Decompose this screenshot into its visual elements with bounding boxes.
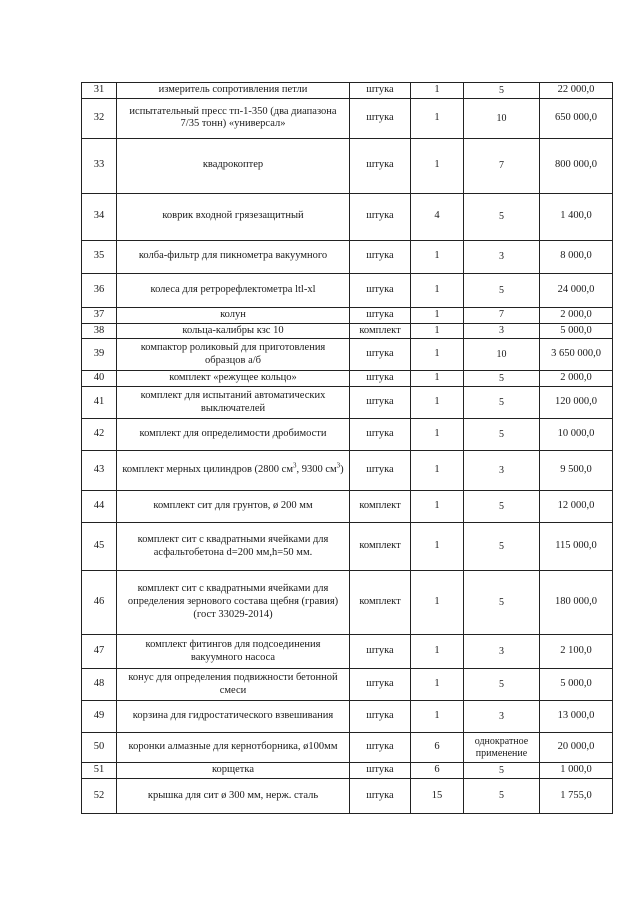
item-quantity: 1	[411, 523, 464, 571]
item-quantity: 4	[411, 193, 464, 240]
row-number: 41	[82, 387, 117, 419]
row-number: 36	[82, 273, 117, 307]
item-name: крышка для сит ø 300 мм, нерж. сталь	[117, 778, 350, 813]
item-price: 22 000,0	[540, 83, 613, 99]
item-unit: штука	[350, 138, 411, 193]
item-service-life: 7	[464, 138, 540, 193]
item-service-life: 5	[464, 669, 540, 701]
row-number: 40	[82, 371, 117, 387]
item-name: комплект для испытаний автоматических выключателей	[117, 387, 350, 419]
item-price: 1 000,0	[540, 763, 613, 779]
item-name: комплект фитингов для подсоединения вакуумного насоса	[117, 635, 350, 669]
item-service-life: 3	[464, 701, 540, 733]
items-table-body	[82, 83, 613, 814]
item-service-life: 5	[464, 273, 540, 307]
item-price: 800 000,0	[540, 138, 613, 193]
item-name: комплект сит с квадратными ячейками для асфальтобетона d=200 мм,h=50 мм.	[117, 523, 350, 571]
item-unit: штука	[350, 98, 411, 138]
row-number: 48	[82, 669, 117, 701]
item-service-life: 5	[464, 491, 540, 523]
item-quantity: 15	[411, 778, 464, 813]
item-unit: комплект	[350, 323, 411, 339]
table-row	[82, 778, 613, 813]
row-number: 38	[82, 323, 117, 339]
table-row	[82, 98, 613, 138]
item-service-life: 5	[464, 778, 540, 813]
item-unit: штука	[350, 419, 411, 451]
table-row	[82, 323, 613, 339]
item-price: 2 000,0	[540, 371, 613, 387]
table-row	[82, 307, 613, 323]
item-service-life: 5	[464, 193, 540, 240]
item-quantity: 1	[411, 98, 464, 138]
table-row	[82, 387, 613, 419]
item-name: корзина для гидростатического взвешивания	[117, 701, 350, 733]
item-service-life: 5	[464, 83, 540, 99]
item-unit: штука	[350, 733, 411, 763]
item-name: компактор роликовый для приготовления образцов а/б	[117, 339, 350, 371]
item-name-part: )	[340, 464, 344, 476]
table-row	[82, 138, 613, 193]
table-row	[82, 763, 613, 779]
item-price: 2 100,0	[540, 635, 613, 669]
table-row	[82, 491, 613, 523]
item-service-life: 3	[464, 635, 540, 669]
item-service-life: 10	[464, 98, 540, 138]
item-name: комплект «режущее кольцо»	[117, 371, 350, 387]
superscript: 3	[336, 461, 341, 470]
row-number: 31	[82, 83, 117, 99]
row-number: 35	[82, 240, 117, 273]
item-price: 12 000,0	[540, 491, 613, 523]
item-quantity: 1	[411, 138, 464, 193]
row-number: 37	[82, 307, 117, 323]
item-unit: комплект	[350, 491, 411, 523]
row-number: 34	[82, 193, 117, 240]
item-name: кольца-калибры кзс 10	[117, 323, 350, 339]
item-name: колеса для ретрорефлектометра ltl-xl	[117, 273, 350, 307]
item-unit: штука	[350, 83, 411, 99]
item-quantity: 6	[411, 733, 464, 763]
item-price: 13 000,0	[540, 701, 613, 733]
item-quantity: 1	[411, 419, 464, 451]
table-row	[82, 240, 613, 273]
row-number: 33	[82, 138, 117, 193]
item-price: 8 000,0	[540, 240, 613, 273]
row-number: 47	[82, 635, 117, 669]
item-price: 9 500,0	[540, 451, 613, 491]
item-unit: комплект	[350, 523, 411, 571]
item-name: испытательный пресс тп-1-350 (два диапазона 7/35 тонн) «универсал»	[117, 98, 350, 138]
superscript: 3	[292, 461, 297, 470]
item-service-life: 7	[464, 307, 540, 323]
item-service-life: 5	[464, 763, 540, 779]
item-name: комплект для определимости дробимости	[117, 419, 350, 451]
table-row	[82, 571, 613, 635]
item-name: корщетка	[117, 763, 350, 779]
item-service-life: 10	[464, 339, 540, 371]
table-row	[82, 83, 613, 99]
item-quantity: 1	[411, 323, 464, 339]
item-quantity: 1	[411, 571, 464, 635]
item-service-life: 5	[464, 571, 540, 635]
item-name: квадрокоптер	[117, 138, 350, 193]
row-number: 45	[82, 523, 117, 571]
row-number: 43	[82, 451, 117, 491]
item-quantity: 1	[411, 387, 464, 419]
table-row	[82, 701, 613, 733]
item-quantity: 1	[411, 83, 464, 99]
table-row	[82, 635, 613, 669]
row-number: 51	[82, 763, 117, 779]
row-number: 42	[82, 419, 117, 451]
item-unit: штука	[350, 701, 411, 733]
item-quantity: 1	[411, 635, 464, 669]
table-row	[82, 669, 613, 701]
row-number: 44	[82, 491, 117, 523]
table-row	[82, 339, 613, 371]
item-unit: штука	[350, 307, 411, 323]
item-name: конус для определения подвижности бетонной смеси	[117, 669, 350, 701]
item-unit: штука	[350, 371, 411, 387]
item-price: 1 755,0	[540, 778, 613, 813]
item-unit: штука	[350, 339, 411, 371]
item-name	[117, 451, 350, 491]
item-name: комплект сит с квадратными ячейками для определения зернового состава щебня (гравия) (гост 33029-2014)	[117, 571, 350, 635]
item-unit: штука	[350, 451, 411, 491]
item-service-life: 5	[464, 523, 540, 571]
item-service-life: 3	[464, 451, 540, 491]
item-unit: штука	[350, 240, 411, 273]
item-name: комплект сит для грунтов, ø 200 мм	[117, 491, 350, 523]
item-name: колба-фильтр для пикнометра вакуумного	[117, 240, 350, 273]
item-quantity: 1	[411, 701, 464, 733]
item-quantity: 6	[411, 763, 464, 779]
item-name: колун	[117, 307, 350, 323]
table-row	[82, 371, 613, 387]
row-number: 32	[82, 98, 117, 138]
item-quantity: 1	[411, 669, 464, 701]
row-number: 39	[82, 339, 117, 371]
item-price: 10 000,0	[540, 419, 613, 451]
item-service-life: 3	[464, 240, 540, 273]
item-quantity: 1	[411, 371, 464, 387]
table-row	[82, 193, 613, 240]
item-quantity: 1	[411, 307, 464, 323]
item-name: измеритель сопротивления петли	[117, 83, 350, 99]
item-price: 3 650 000,0	[540, 339, 613, 371]
item-unit: штука	[350, 273, 411, 307]
item-price: 1 400,0	[540, 193, 613, 240]
row-number: 52	[82, 778, 117, 813]
item-service-life: 5	[464, 419, 540, 451]
item-name: коврик входной грязезащитный	[117, 193, 350, 240]
item-price: 650 000,0	[540, 98, 613, 138]
item-price: 180 000,0	[540, 571, 613, 635]
item-unit: штука	[350, 778, 411, 813]
item-quantity: 1	[411, 339, 464, 371]
item-quantity: 1	[411, 240, 464, 273]
row-number: 46	[82, 571, 117, 635]
item-unit: штука	[350, 387, 411, 419]
item-price: 20 000,0	[540, 733, 613, 763]
item-price: 2 000,0	[540, 307, 613, 323]
row-number: 49	[82, 701, 117, 733]
item-unit: штука	[350, 763, 411, 779]
item-service-life: 3	[464, 323, 540, 339]
item-unit: штука	[350, 635, 411, 669]
table-row	[82, 451, 613, 491]
item-name: коронки алмазные для кернотборника, ø100мм	[117, 733, 350, 763]
item-quantity: 1	[411, 451, 464, 491]
item-unit: штука	[350, 193, 411, 240]
table-row	[82, 273, 613, 307]
item-service-life: 5	[464, 387, 540, 419]
item-price: 5 000,0	[540, 669, 613, 701]
item-service-life: 5	[464, 371, 540, 387]
item-price: 5 000,0	[540, 323, 613, 339]
item-service-life: однократное применение	[464, 733, 540, 763]
items-table	[81, 82, 613, 814]
item-unit: штука	[350, 669, 411, 701]
item-name-part: комплект мерных цилиндров (2800 см	[122, 464, 293, 476]
item-price: 24 000,0	[540, 273, 613, 307]
table-row	[82, 733, 613, 763]
table-row	[82, 523, 613, 571]
table-row	[82, 419, 613, 451]
item-name-part: , 9300 см	[296, 464, 337, 476]
item-price: 115 000,0	[540, 523, 613, 571]
item-quantity: 1	[411, 273, 464, 307]
item-price: 120 000,0	[540, 387, 613, 419]
item-quantity: 1	[411, 491, 464, 523]
item-unit: комплект	[350, 571, 411, 635]
row-number: 50	[82, 733, 117, 763]
